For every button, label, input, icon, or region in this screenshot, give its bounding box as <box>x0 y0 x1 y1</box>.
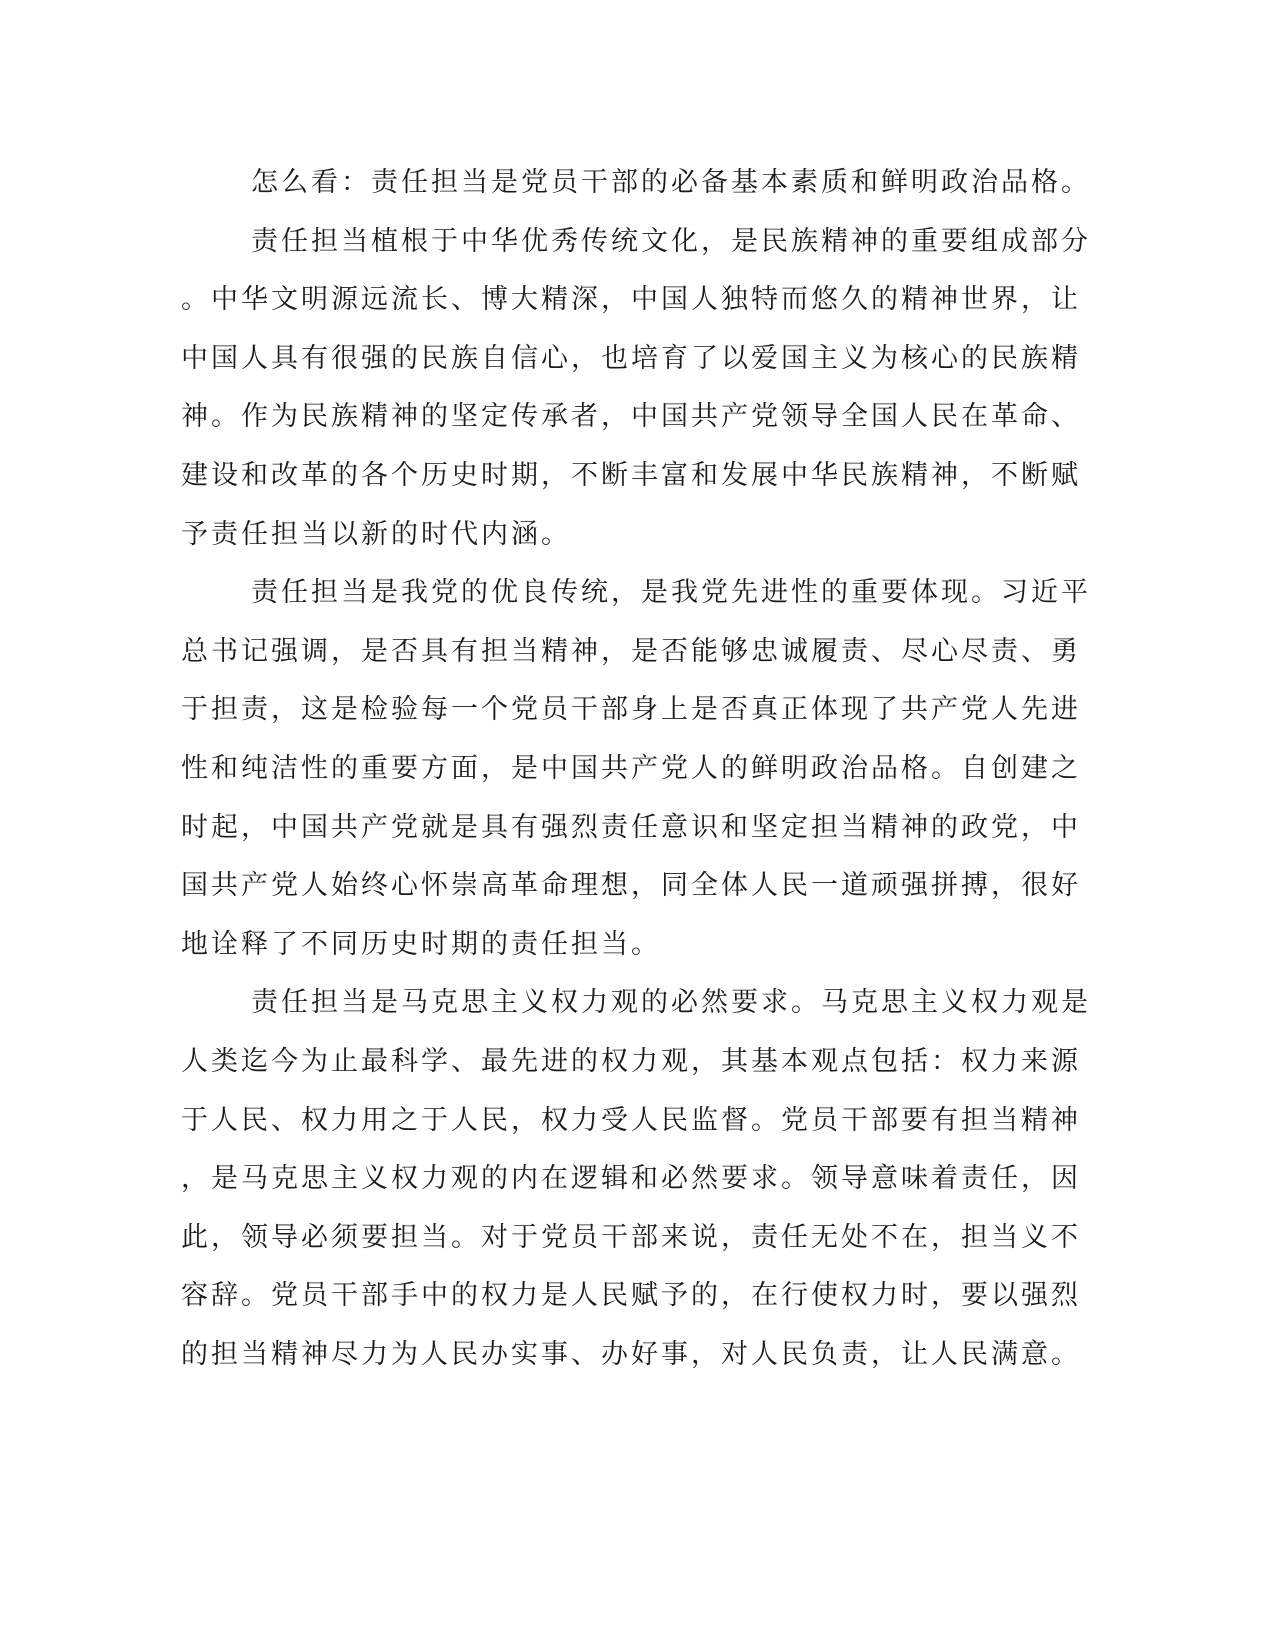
paragraph-2-line-5: 时起，中国共产党就是具有强烈责任意识和坚定担当精神的政党，中 <box>181 811 1081 843</box>
paragraph-2-line-7: 地诠释了不同历史时期的责任担当。 <box>181 928 661 960</box>
paragraph-3-line-6: 容辞。党员干部手中的权力是人民赋予的，在行使权力时，要以强烈 <box>181 1280 1081 1312</box>
paragraph-1-line-2: 。中华文明源远流长、博大精深，中国人独特而悠久的精神世界，让 <box>181 284 1081 316</box>
paragraph-1-line-3: 中国人具有很强的民族自信心，也培育了以爱国主义为核心的民族精 <box>181 342 1081 374</box>
paragraph-2-line-6: 国共产党人始终心怀崇高革命理想，同全体人民一道顽强拼搏，很好 <box>181 870 1081 902</box>
paragraph-3-line-5: 此，领导必须要担当。对于党员干部来说，责任无处不在，担当义不 <box>181 1221 1081 1253</box>
paragraph-3-line-3: 于人民、权力用之于人民，权力受人民监督。党员干部要有担当精神 <box>181 1104 1081 1136</box>
paragraph-3-line-7: 的担当精神尽力为人民办实事、办好事，对人民负责，让人民满意。 <box>181 1338 1081 1370</box>
paragraph-2-line-1: 责任担当是我党的优良传统，是我党先进性的重要体现。习近平 <box>251 577 1091 609</box>
section-heading: 怎么看：责任担当是党员干部的必备基本素质和鲜明政治品格。 <box>251 167 1091 198</box>
paragraph-3-line-1: 责任担当是马克思主义权力观的必然要求。马克思主义权力观是 <box>251 987 1091 1019</box>
paragraph-1-line-1: 责任担当植根于中华优秀传统文化，是民族精神的重要组成部分 <box>251 225 1091 257</box>
paragraph-1-line-6: 予责任担当以新的时代内涵。 <box>181 518 571 550</box>
paragraph-3-line-2: 人类迄今为止最科学、最先进的权力观，其基本观点包括：权力来源 <box>181 1045 1081 1077</box>
paragraph-1-line-5: 建设和改革的各个历史时期，不断丰富和发展中华民族精神，不断赋 <box>181 459 1081 491</box>
document-body <box>181 154 1091 1384</box>
paragraph-2-line-2: 总书记强调，是否具有担当精神，是否能够忠诚履责、尽心尽责、勇 <box>181 635 1081 667</box>
paragraph-2-line-4: 性和纯洁性的重要方面，是中国共产党人的鲜明政治品格。自创建之 <box>181 752 1081 784</box>
paragraph-3-line-4: ，是马克思主义权力观的内在逻辑和必然要求。领导意味着责任，因 <box>181 1163 1081 1195</box>
paragraph-1-line-4: 神。作为民族精神的坚定传承者，中国共产党领导全国人民在革命、 <box>181 401 1081 433</box>
paragraph-2-line-3: 于担责，这是检验每一个党员干部身上是否真正体现了共产党人先进 <box>181 694 1081 726</box>
